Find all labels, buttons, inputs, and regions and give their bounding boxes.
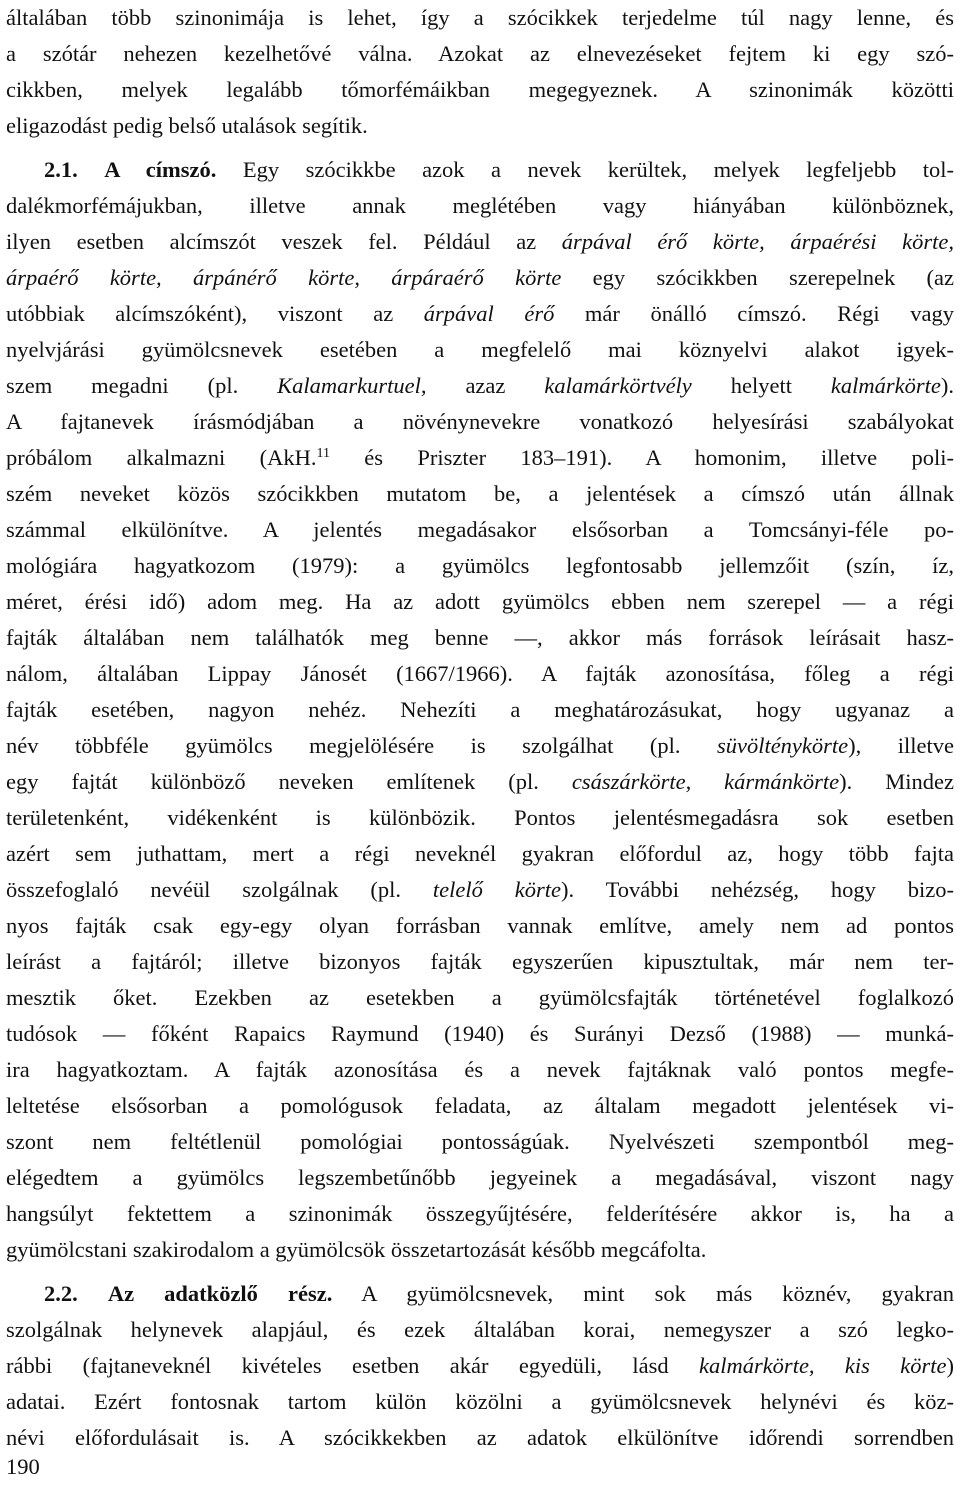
text-line: leírást a fajtáról; illetve bizonyos fajták egyszerűen kipusztultak, már nem ter-	[6, 949, 954, 974]
text-line: eligazodást pedig belső utalások segítik.	[6, 113, 368, 138]
text-line: utóbbiak alcímszóként), viszont az árpával érő már önálló címszó. Régi vagy	[6, 301, 954, 326]
text-line: számmal elkülönítve. A jelentés megadásakor elsősorban a Tomcsányi-féle po-	[6, 517, 954, 542]
text-line: szont nem feltétlenül pomológiai pontosságúak. Nyelvészeti szempontból meg-	[6, 1129, 954, 1154]
text-line: A fajtanevek írásmódjában a növénynevekre vonatkozó helyesírási szabályokat	[6, 409, 954, 434]
text-line: mesztik őket. Ezekben az esetekben a gyümölcsfajták történetével foglalkozó	[6, 985, 954, 1010]
text-line: dalékmorfémájukban, illetve annak meglétében vagy hiányában különböznek,	[6, 193, 954, 218]
page-number: 190	[6, 1454, 40, 1479]
text-line: összefoglaló nevéül szolgálnak (pl. telelő körte). További nehézség, hogy bizo-	[6, 877, 954, 902]
text-line: szém neveket közös szócikkben mutatom be, a jelentések a címszó után állnak	[6, 481, 954, 506]
section-number: 2.1.	[44, 157, 78, 182]
text-line: nyos fajták csak egy-egy olyan forrásban vannak említve, amely nem ad pontos	[6, 913, 954, 938]
text-line: név többféle gyümölcs megjelölésére is szolgálhat (pl. süvölténykörte), illetve	[6, 733, 954, 758]
text-line: gyümölcstani szakirodalom a gyümölcsök összetartozását később megcáfolta.	[6, 1237, 707, 1262]
section-number: 2.2.	[44, 1281, 78, 1306]
section-2-2-paragraph	[6, 1276, 954, 1456]
text-line: 2.2. Az adatközlő rész. A gyümölcsnevek, mint sok más köznév, gyakran	[44, 1281, 954, 1306]
text-line: szolgálnak helynevek alapjául, és ezek általában korai, nemegyszer a szó legko-	[6, 1317, 954, 1342]
text-line: adatai. Ezért fontosnak tartom külön közölni a gyümölcsnevek helynévi és köz-	[6, 1389, 954, 1414]
text-line: 2.1. A címszó. Egy szócikkbe azok a nevek kerültek, melyek legfeljebb tol-	[44, 157, 955, 182]
text-line: próbálom alkalmazni (AkH.$^{11}$ és Priszter 183–191). A homonim, illetve poli-	[6, 445, 954, 470]
section-2-1-paragraph	[6, 152, 954, 1268]
footnote-marker: 11	[316, 446, 330, 461]
text-line: általában több szinonimája is lehet, így a szócikkek terjedelme túl nagy lenne, és	[6, 5, 954, 30]
text-line: ira hagyatkoztam. A fajták azonosítása és a nevek fajtáknak való pontos megfe-	[6, 1057, 954, 1082]
text-line: nálom, általában Lippay Jánosét (1667/1966). A fajták azonosítása, főleg a régi	[6, 661, 954, 686]
text-line: fajták általában nem találhatók meg benne —, akkor más források leírásait hasz-	[6, 625, 954, 650]
text-line: szem megadni (pl. Kalamarkurtuel, azaz kalamárkörtvély helyett kalmárkörte).	[6, 373, 955, 398]
text-line: leltetése elsősorban a pomológusok feladata, az általam megadott jelentések vi-	[6, 1093, 954, 1118]
text-line: egy fajtát különböző neveken említenek (pl. császárkörte, kármánkörte). Mindez	[6, 769, 954, 794]
text-line: cikkben, melyek legalább tőmorfémáikban megegyeznek. A szinonimák közötti	[6, 77, 954, 102]
text-line: azért sem juthattam, mert a régi neveknél gyakran előfordul az, hogy több fajta	[6, 841, 954, 866]
text-line: hangsúlyt fektettem a szinonimák összegyűjtésére, felderítésére akkor is, ha a	[6, 1201, 954, 1226]
section-heading: Az adatközlő rész.	[107, 1281, 333, 1306]
text-line: méret, érési idő) adom meg. Ha az adott gyümölcs ebben nem szerepel — a régi	[6, 589, 954, 614]
text-line: tudósok — főként Rapaics Raymund (1940) és Surányi Dezső (1988) — munká-	[6, 1021, 954, 1046]
text-line: mológiára hagyatkozom (1979): a gyümölcs legfontosabb jellemzőit (szín, íz,	[6, 553, 954, 578]
document-page	[6, 0, 954, 1456]
text-line: fajták esetében, nagyon nehéz. Nehezíti a meghatározásukat, hogy ugyanaz a	[6, 697, 954, 722]
text-line: ilyen esetben alcímszót veszek fel. Például az árpával érő körte, árpaérési körte,	[6, 229, 954, 254]
text-line: rábbi (fajtaneveknél kivételes esetben akár egyedüli, lásd kalmárkörte, kis körte)	[6, 1353, 955, 1378]
text-line: a szótár nehezen kezelhetővé válna. Azokat az elnevezéseket fejtem ki egy szó-	[6, 41, 954, 66]
section-heading: A címszó.	[104, 157, 217, 182]
text-line: elégedtem a gyümölcs legszembetűnőbb jegyeinek a megadásával, viszont nagy	[6, 1165, 954, 1190]
intro-paragraph	[6, 0, 954, 144]
text-line: nyelvjárási gyümölcsnevek esetében a megfelelő mai köznyelvi alakot igyek-	[6, 337, 954, 362]
text-line: területenként, vidékenként is különbözik. Pontos jelentésmegadásra sok esetben	[6, 805, 954, 830]
text-line: árpaérő körte, árpánérő körte, árpáraérő körte egy szócikkben szerepelnek (az	[6, 265, 954, 290]
text-line: névi előfordulásait is. A szócikkekben az adatok elkülönítve időrendi sorrendben	[6, 1425, 954, 1450]
